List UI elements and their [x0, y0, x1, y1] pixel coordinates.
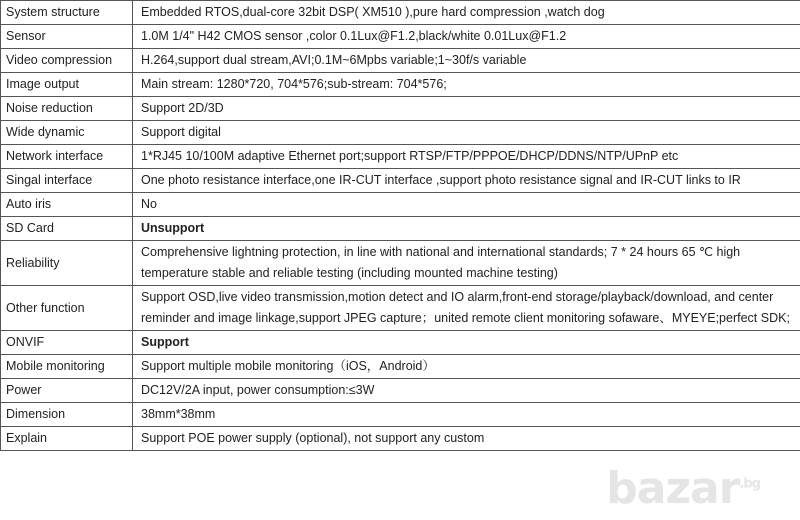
row-value: Support POE power supply (optional), not support any custom — [133, 427, 800, 451]
row-value-line: temperature stable and reliable testing (including mounted machine testing) — [141, 266, 558, 280]
watermark-logo: bazar$^{.bg}$ — [606, 463, 760, 514]
table-row — [1, 286, 800, 331]
row-value: 38mm*38mm — [133, 403, 800, 427]
table-row — [1, 145, 800, 169]
row-label: System structure — [1, 1, 133, 25]
row-label: Auto iris — [1, 193, 133, 217]
row-value-line: reminder and image linkage,support JPEG capture；united remote client monitoring sofaware、MYEYE;perfect SDK; — [141, 311, 790, 325]
row-value: Main stream: 1280*720, 704*576;sub-stream: 704*576; — [133, 73, 800, 97]
row-value: H.264,support dual stream,AVI;0.1M~6Mpbs variable;1~30f/s variable — [133, 49, 800, 73]
table-row — [1, 379, 800, 403]
row-value — [133, 241, 800, 286]
table-row — [1, 217, 800, 241]
row-value-line: Support OSD,live video transmission,motion detect and IO alarm,front-end storage/playback/download, and center — [141, 290, 774, 304]
row-label: Explain — [1, 427, 133, 451]
table-row — [1, 49, 800, 73]
row-value: 1*RJ45 10/100M adaptive Ethernet port;support RTSP/FTP/PPPOE/DHCP/DDNS/NTP/UPnP etc — [133, 145, 800, 169]
row-label: Image output — [1, 73, 133, 97]
row-label: ONVIF — [1, 331, 133, 355]
table-row — [1, 73, 800, 97]
table-row — [1, 97, 800, 121]
row-label: Mobile monitoring — [1, 355, 133, 379]
row-label: Singal interface — [1, 169, 133, 193]
row-value: Support digital — [133, 121, 800, 145]
table-row — [1, 25, 800, 49]
table-row — [1, 193, 800, 217]
table-row — [1, 427, 800, 451]
row-value: Support — [133, 331, 800, 355]
row-value: Support multiple mobile monitoring（iOS，Android） — [133, 355, 800, 379]
row-value: 1.0M 1/4" H42 CMOS sensor ,color 0.1Lux@F1.2,black/white 0.01Lux@F1.2 — [133, 25, 800, 49]
table-row — [1, 331, 800, 355]
table-row — [1, 403, 800, 427]
row-label: Noise reduction — [1, 97, 133, 121]
row-label: Reliability — [1, 241, 133, 286]
row-value — [133, 286, 800, 331]
row-value: One photo resistance interface,one IR-CUT interface ,support photo resistance signal and IR-CUT links to IR — [133, 169, 800, 193]
row-label: Wide dynamic — [1, 121, 133, 145]
table-row — [1, 169, 800, 193]
row-value: Unsupport — [133, 217, 800, 241]
row-label: Dimension — [1, 403, 133, 427]
row-label: Network interface — [1, 145, 133, 169]
table-row — [1, 241, 800, 286]
row-label: Power — [1, 379, 133, 403]
row-value: Embedded RTOS,dual-core 32bit DSP( XM510 ),pure hard compression ,watch dog — [133, 1, 800, 25]
row-label: Sensor — [1, 25, 133, 49]
row-value: No — [133, 193, 800, 217]
row-value-line: Comprehensive lightning protection, in line with national and international standards; 7 * 24 hours 65 ℃ high — [141, 245, 741, 259]
table-row — [1, 355, 800, 379]
row-label: Other function — [1, 286, 133, 331]
row-label: SD Card — [1, 217, 133, 241]
row-value: Support 2D/3D — [133, 97, 800, 121]
row-label: Video compression — [1, 49, 133, 73]
table-row — [1, 1, 800, 25]
table-row — [1, 121, 800, 145]
row-value: DC12V/2A input, power consumption:≤3W — [133, 379, 800, 403]
